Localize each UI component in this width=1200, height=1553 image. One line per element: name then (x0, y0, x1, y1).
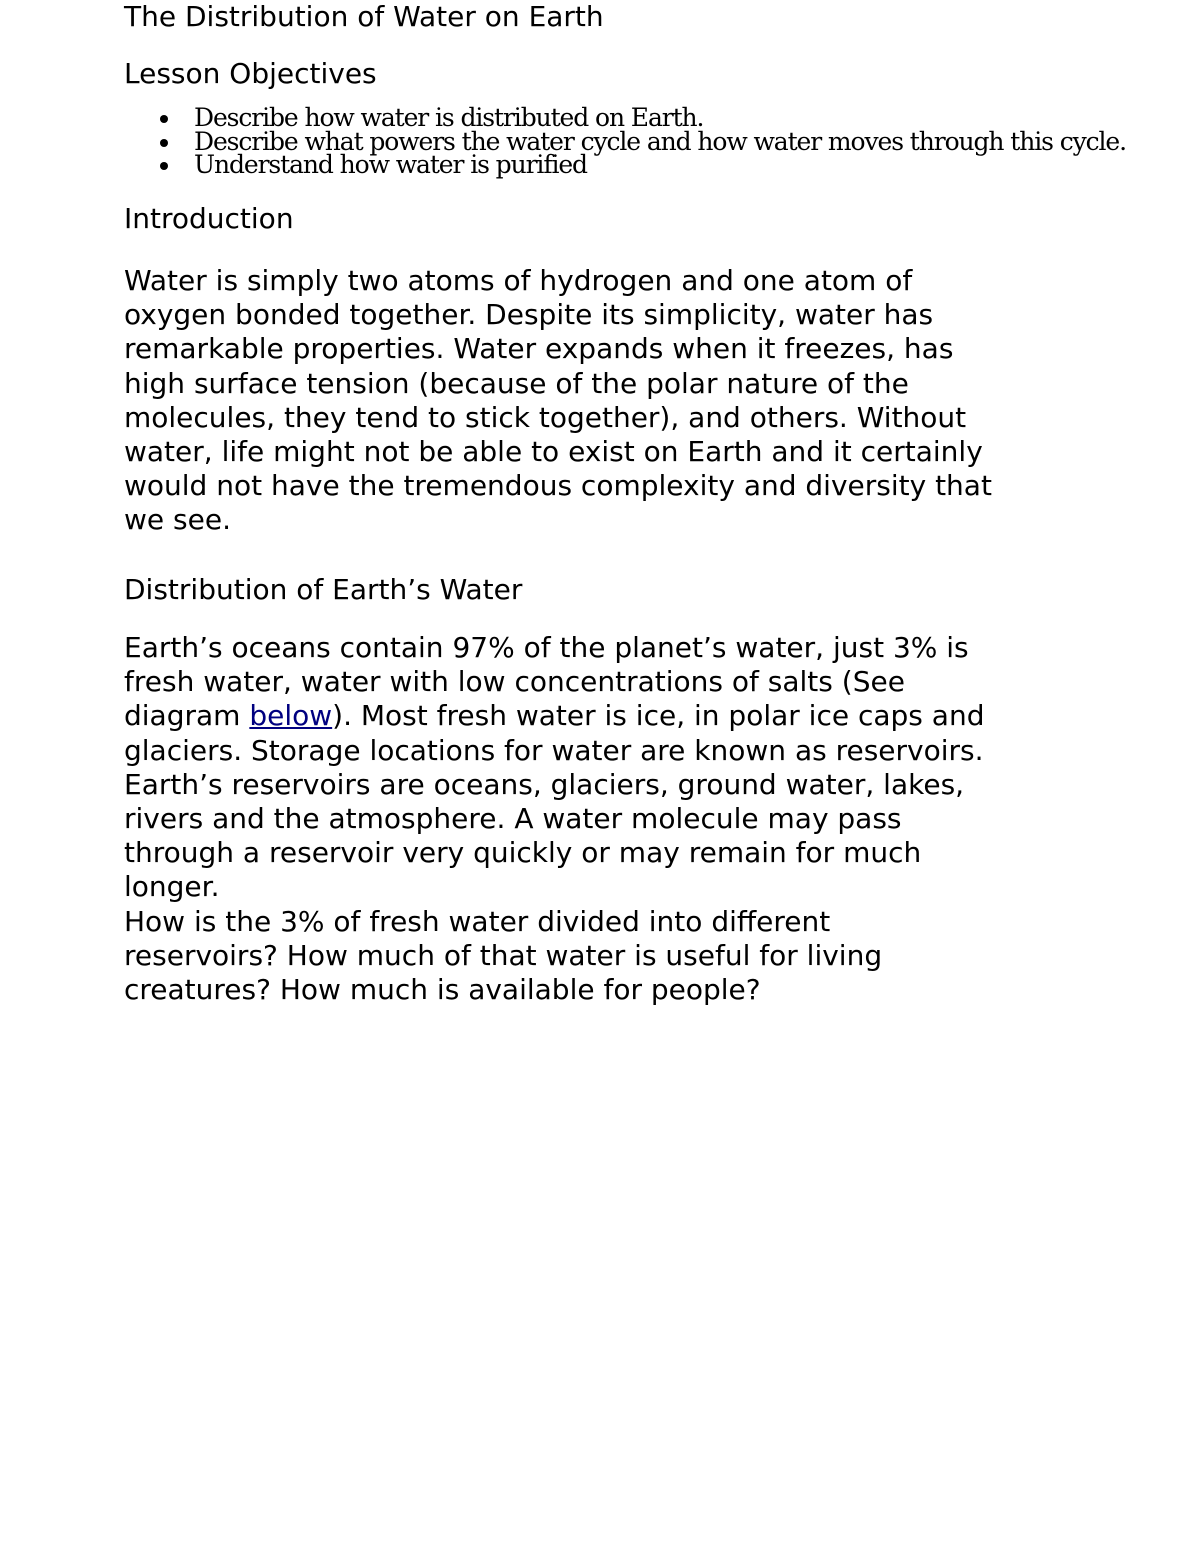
paragraph-text: ). Most fresh water is ice, in polar ice caps and (332, 699, 985, 733)
objective-text: Describe what powers the water cycle and how water moves through this cycle. (194, 126, 1126, 156)
paragraph-line: through a reservoir very quickly or may remain for much (124, 836, 922, 870)
paragraph-line: reservoirs? How much of that water is useful for living (124, 938, 883, 972)
lesson-objectives-heading: Lesson Objectives (124, 57, 377, 90)
paragraph-line: rivers and the atmosphere. A water molecule may pass (124, 801, 902, 835)
bullet-icon (160, 115, 168, 123)
paragraph-line: molecules, they tend to stick together), and others. Without (124, 400, 967, 434)
paragraph-line: would not have the tremendous complexity and diversity that (124, 469, 992, 503)
paragraph-line: fresh water, water with low concentrations of salts (See (124, 665, 905, 699)
objective-text: Describe how water is distributed on Earth. (194, 103, 704, 132)
introduction-heading: Introduction (124, 202, 294, 235)
paragraph-line: we see. (124, 503, 231, 537)
paragraph-line: glaciers. Storage locations for water are known as reservoirs. (124, 733, 984, 767)
distribution-heading: Distribution of Earth’s Water (124, 573, 523, 606)
paragraph-line: high surface tension (because of the polar nature of the (124, 366, 909, 400)
paragraph-line: Earth’s oceans contain 97% of the planet’s water, just 3% is (124, 631, 969, 664)
paragraph-line: oxygen bonded together. Despite its simplicity, water has (124, 298, 934, 332)
paragraph-line: Earth’s reservoirs are oceans, glaciers, ground water, lakes, (124, 767, 965, 801)
paragraph-line (124, 699, 984, 733)
bullet-icon (160, 139, 168, 147)
paragraph-line: longer. (124, 870, 220, 904)
introduction-paragraph (124, 264, 992, 538)
bullet-icon (160, 162, 168, 170)
paragraph-line: How is the 3% of fresh water divided into different (124, 904, 831, 938)
paragraph-text: diagram (124, 699, 250, 733)
distribution-paragraph (124, 631, 984, 1007)
paragraph-line: Water is simply two atoms of hydrogen and one atom of (124, 264, 913, 297)
paragraph-line: remarkable properties. Water expands when it freezes, has (124, 332, 954, 366)
objective-item (124, 150, 1126, 179)
document-title: The Distribution of Water on Earth (124, 0, 604, 33)
below-link[interactable]: below (249, 699, 333, 733)
objectives-list (124, 103, 1126, 179)
objective-text: Understand how water is purified (194, 150, 587, 179)
paragraph-line: creatures? How much is available for people? (124, 972, 761, 1006)
paragraph-line: water, life might not be able to exist on Earth and it certainly (124, 434, 983, 468)
